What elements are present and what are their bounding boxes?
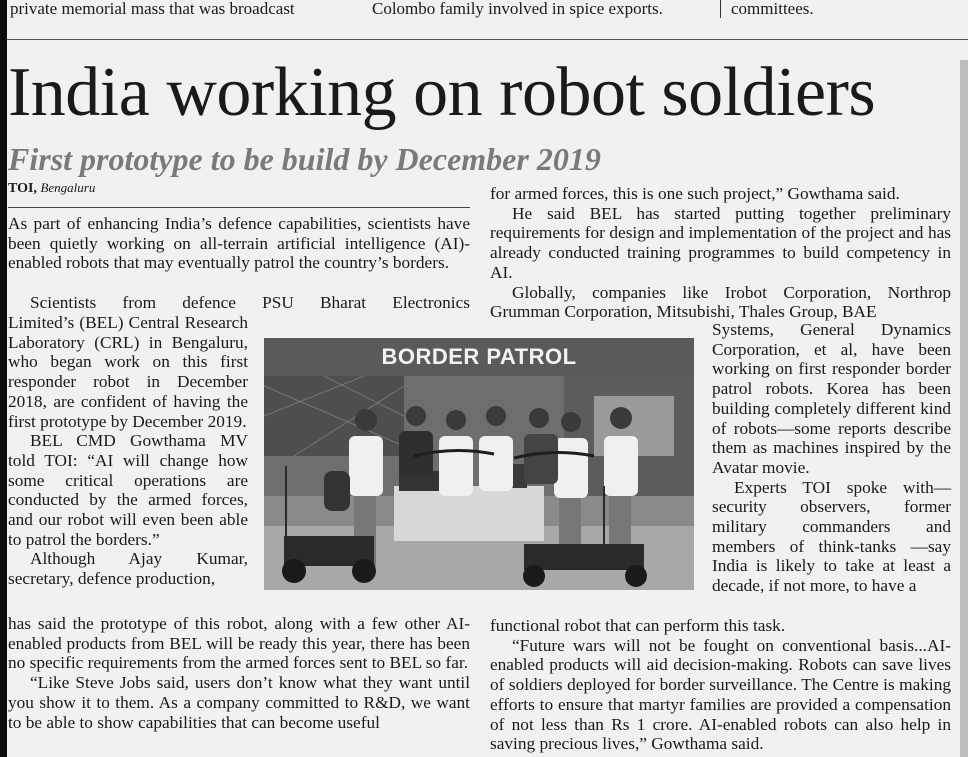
- paragraph-future-wars: “Future wars will not be fought on conventional basis...AI-enabled products will aid decision-making. Robots can save lives of soldiers deployed for border surveillance. The Centre is making efforts to ensure that martyr families are provided a compensation of not less than Rs 1 crore. AI-enabled robots can also help in saving precious lives,” Gowthama said.: [490, 635, 951, 754]
- byline-place: Bengaluru: [40, 180, 96, 195]
- paragraph-ajay-cont: has said the prototype of this robot, along with a few other AI-enabled products from BEL will be ready this year, there has been no specific requirements from the armed forces sent to BEL so far.: [8, 614, 470, 673]
- paragraph-steve-jobs: “Like Steve Jobs said, users don’t know what they want until you show it to them. As a company committed to R&D, we want to be able to show capabilities that can become useful: [8, 673, 470, 732]
- subheadline: First prototype to be build by December 2019: [8, 141, 601, 177]
- section-rule: [7, 39, 968, 40]
- byline: [8, 179, 95, 198]
- article-left-wrap: [8, 313, 248, 589]
- paragraph-globally-cont: Systems, General Dynamics Corporation, et al, have been working on first responder border patrol robots. Korea has been building completely different kind of robots—some reports describe them as machines inspired by the Avatar movie.: [712, 320, 951, 477]
- headline: India working on robot soldiers: [8, 54, 876, 131]
- paragraph-scientists-start: Scientists from defence PSU Bharat Electronics: [30, 293, 470, 312]
- article-left-top: [8, 214, 470, 273]
- paragraph-experts: Experts TOI spoke with—security observers, former military commanders and members of think-tanks —say India is likely to take at least a decade, if not more, to have a: [712, 477, 951, 596]
- robot-team-photo: [264, 376, 694, 590]
- paragraph-globally: Globally, companies like Irobot Corporation, Northrop Grumman Corporation, Mitsubishi, Thales Group, BAE: [490, 282, 951, 322]
- top-strip-right: committees.: [731, 0, 814, 18]
- paragraph-bel-started: He said BEL has started putting together preliminary requirements for design and implementation of the project and has already conducted training programmes to build competency in AI.: [490, 203, 951, 282]
- paragraph-cmd-quote: BEL CMD Gowthama MV told TOI: “AI will change how some critical operations are conducted by the armed forces, and our robot will even been able to patrol the borders.”: [8, 431, 248, 549]
- top-strip-left: private memorial mass that was broadcast: [10, 0, 295, 18]
- border-patrol-photo: [264, 338, 694, 590]
- column-divider: [720, 0, 721, 18]
- article-right-top: [490, 184, 951, 322]
- article-left-bottom: [8, 614, 470, 732]
- photo-image: [264, 376, 694, 590]
- photo-banner: BORDER PATROL: [264, 338, 694, 376]
- byline-org: TOI,: [8, 181, 37, 196]
- page-right-edge: [960, 60, 968, 757]
- top-strip-middle: Colombo family involved in spice exports.: [372, 0, 663, 18]
- paragraph-intro: As part of enhancing India’s defence capabilities, scientists have been quietly working on all-terrain artificial intelligence (AI)-enabled robots that may eventually patrol the country’s borders.: [8, 214, 470, 273]
- article-right-bottom: [490, 616, 951, 754]
- paragraph-project-end: for armed forces, this is one such project,” Gowthama said.: [490, 184, 900, 203]
- paragraph-scientists-cont: Limited’s (BEL) Central Research Laboratory (CRL) in Bengaluru, who began work on this first responder robot in December 2018, are confident of having the first prototype by December 2019.: [8, 313, 248, 431]
- article-right-wrap: [712, 320, 951, 596]
- paragraph-experts-cont: functional robot that can perform this task.: [490, 616, 786, 635]
- article-left-fullline: [8, 293, 470, 313]
- byline-rule: [8, 207, 470, 208]
- paragraph-ajay-start: Although Ajay Kumar, secretary, defence production,: [8, 549, 248, 589]
- page-left-edge: [0, 0, 7, 757]
